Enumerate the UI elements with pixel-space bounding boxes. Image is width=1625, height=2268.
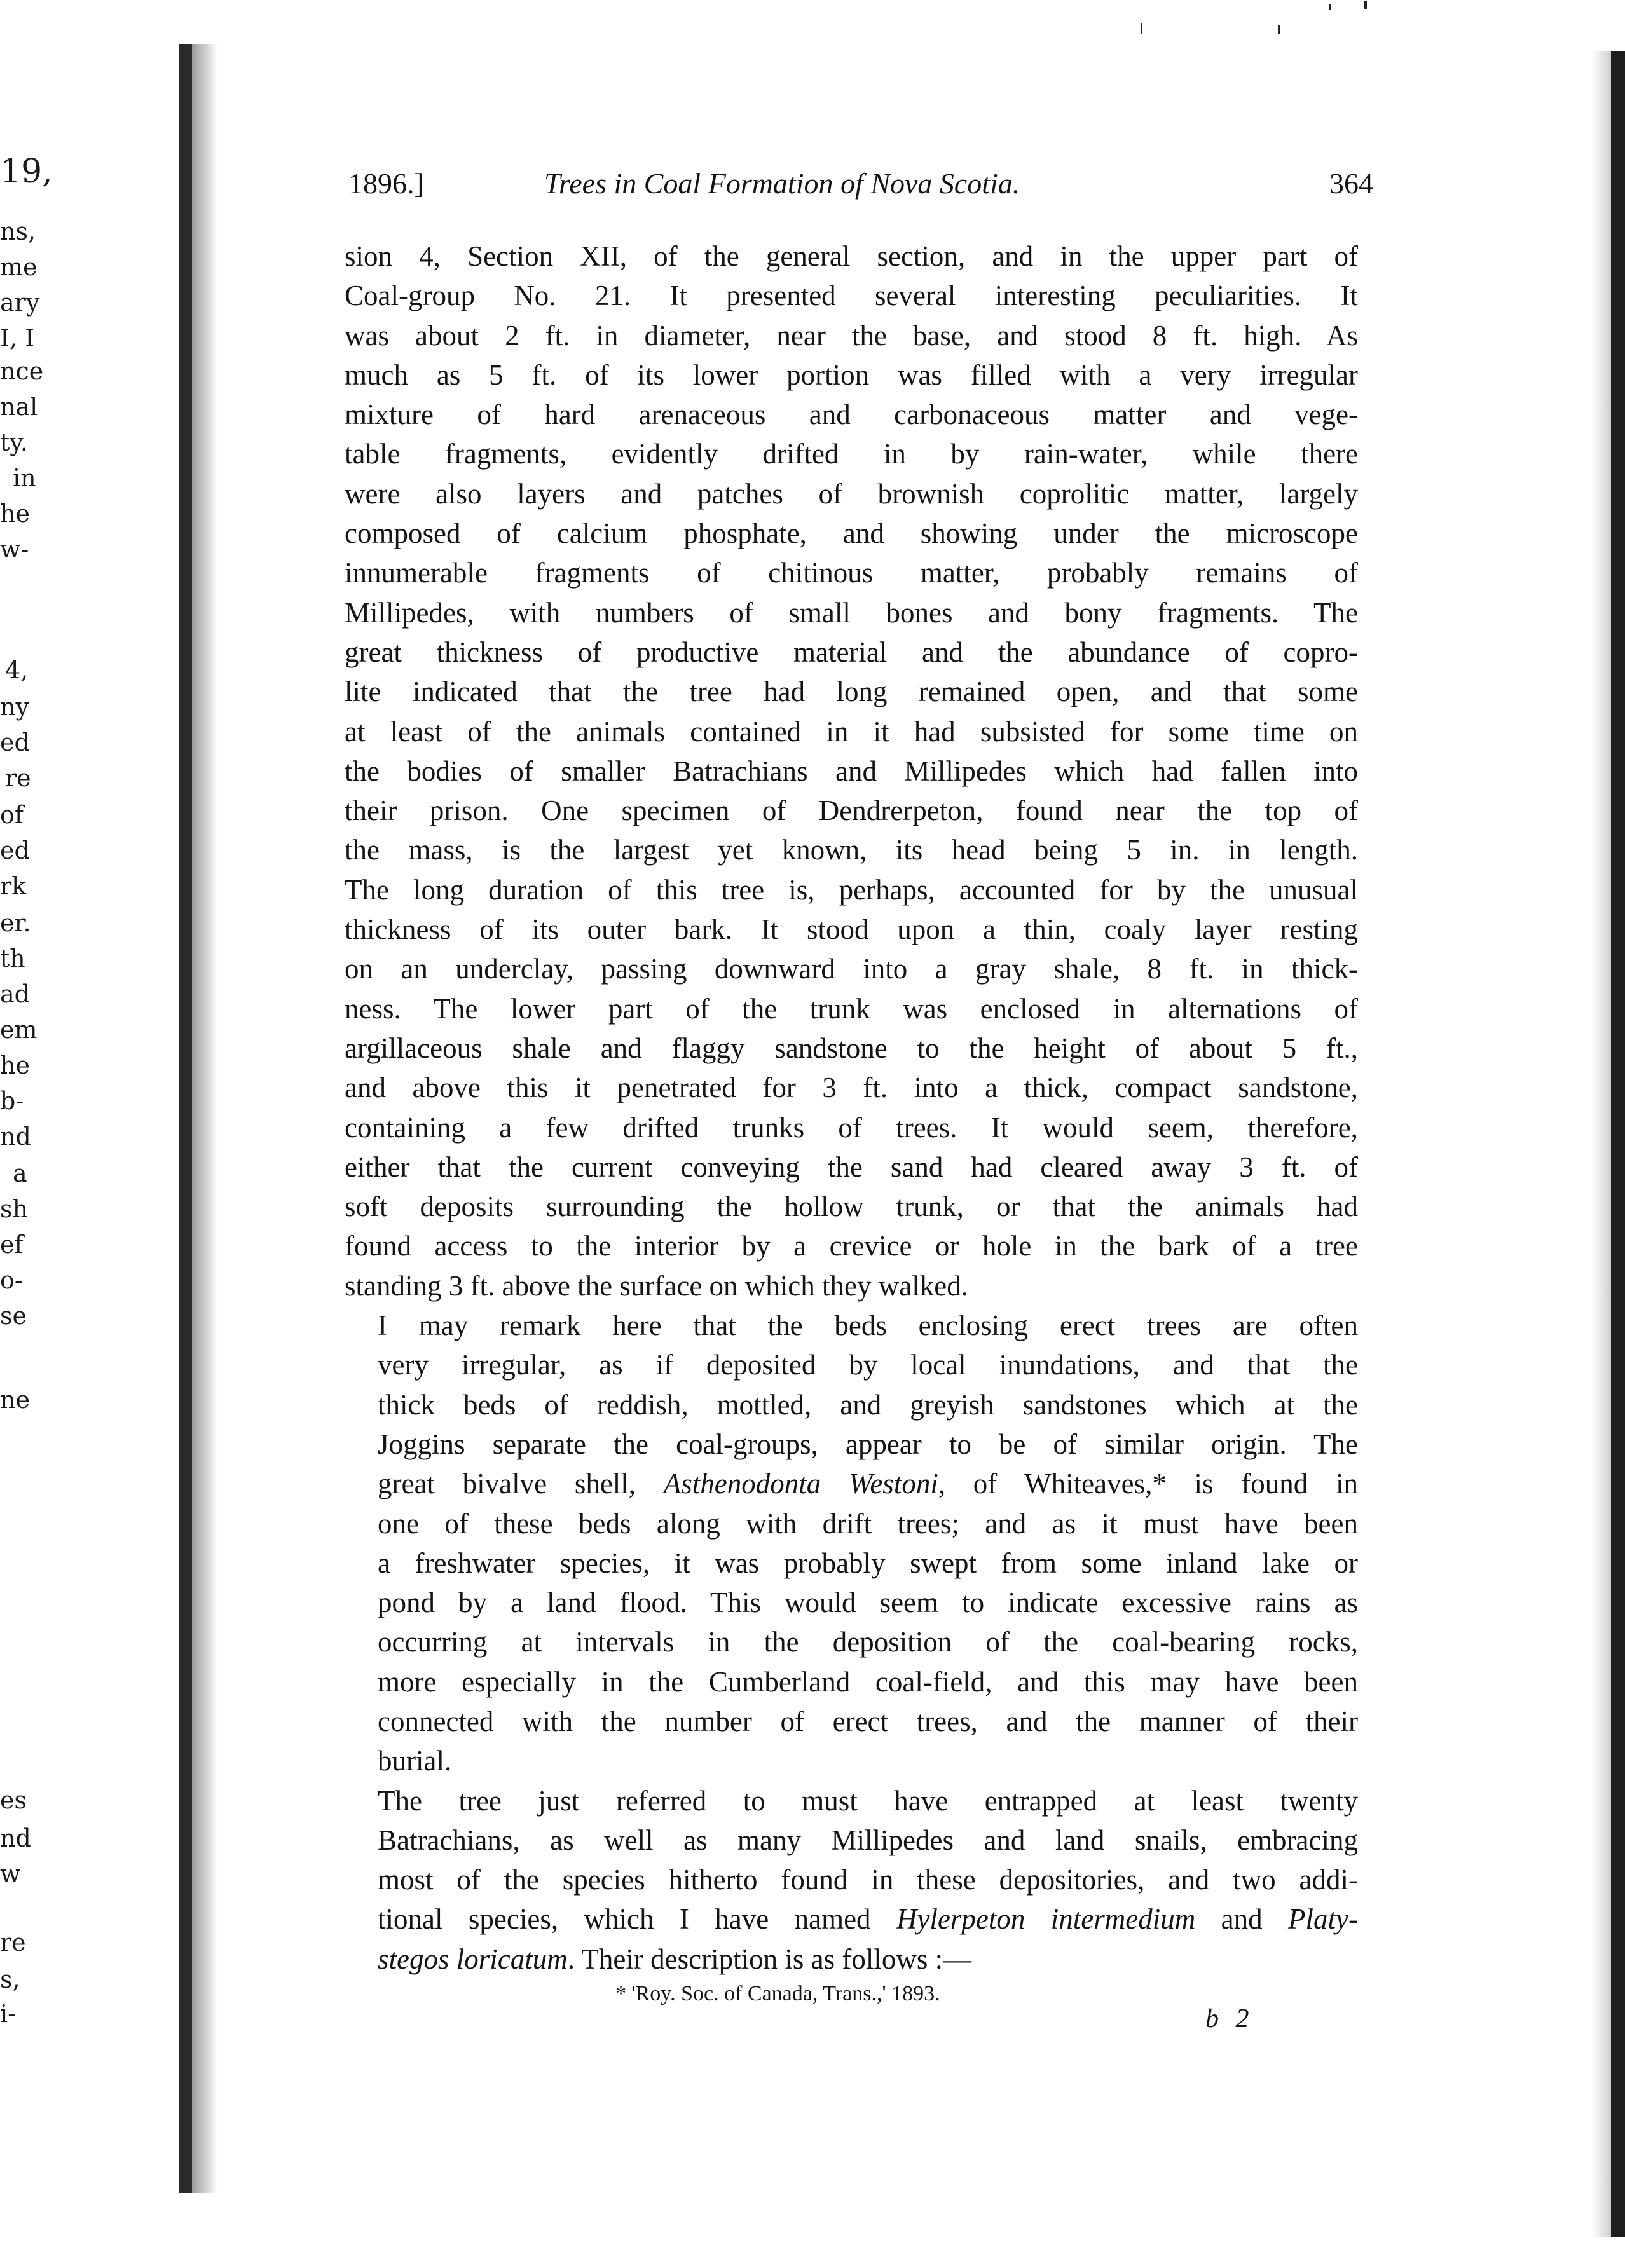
margin-fragment: ed — [0, 728, 30, 756]
text-line: found access to the interior by a crevice or hole in the bark of a tree — [345, 1230, 1358, 1262]
text-line: connected with the number of erect trees, and the manner of their — [378, 1705, 1358, 1737]
text-line: at least of the animals contained in it had subsisted for some time on — [345, 715, 1358, 748]
margin-fragment: a — [13, 1159, 27, 1187]
margin-fragment: ad — [0, 980, 30, 1008]
previous-page-margin — [0, 0, 172, 2268]
text-line: thickness of its outer bark. It stood upon a thin, coaly layer resting — [345, 913, 1358, 946]
margin-fragment: of — [0, 801, 24, 829]
text-line: Joggins separate the coal-groups, appear to be of similar origin. The — [378, 1428, 1358, 1460]
text-line: and above this it penetrated for 3 ft. into a thick, compact sandstone, — [345, 1072, 1358, 1104]
margin-fragment: b- — [0, 1087, 24, 1115]
text-line: argillaceous shale and flaggy sandstone to the height of about 5 ft., — [345, 1032, 1358, 1064]
margin-fragment: ns, — [0, 217, 36, 245]
italic-term: Hylerpeton intermedium — [896, 1903, 1196, 1936]
margin-fragment: o- — [0, 1266, 23, 1294]
text-line: sion 4, Section XII, of the general section, and in the upper part of — [345, 240, 1358, 272]
scan-speck — [1329, 4, 1331, 10]
body-text — [345, 236, 1358, 1979]
margin-fragment: i- — [0, 2000, 16, 2028]
text-line: The long duration of this tree is, perhaps, accounted for by the unusual — [345, 873, 1358, 906]
italic-term: Asthenodonta Westoni — [663, 1468, 938, 1500]
margin-fragment: ne — [0, 1386, 30, 1414]
binding-shadow — [192, 44, 217, 2193]
scan-speck — [1278, 25, 1280, 34]
text-line: a freshwater species, it was probably swept from some inland lake or — [378, 1547, 1358, 1579]
header-year: 1896.] — [348, 167, 424, 200]
text-line: tional species, which I have named Hylerpeton intermedium and Platy- — [378, 1903, 1358, 1936]
margin-fragment: he — [0, 500, 30, 528]
text-line: the bodies of smaller Batrachians and Millipedes which had fallen into — [345, 755, 1358, 787]
text-line: more especially in the Cumberland coal-field, and this may have been — [378, 1665, 1358, 1698]
text-line: table fragments, evidently drifted in by rain-water, while there — [345, 438, 1358, 470]
text-line: on an underclay, passing downward into a gray shale, 8 ft. in thick- — [345, 953, 1358, 985]
text-line: the mass, is the largest yet known, its head being 5 in. in length. — [345, 834, 1358, 866]
text-line: Coal-group No. 21. It presented several interesting peculiarities. It — [345, 280, 1358, 312]
scan-speck — [1364, 1, 1367, 9]
text-line: great bivalve shell, Asthenodonta Westoni, of Whiteaves,* is found in — [378, 1468, 1358, 1500]
text-line: much as 5 ft. of its lower portion was filled with a very irregular — [345, 359, 1358, 391]
text-line: very irregular, as if deposited by local inundations, and that the — [378, 1349, 1358, 1381]
margin-fragment: 19, — [0, 153, 53, 191]
margin-fragment: ary — [0, 289, 40, 317]
paragraph — [345, 1781, 1358, 1979]
margin-fragment: s, — [0, 1965, 20, 1993]
margin-fragment: nd — [0, 1123, 31, 1151]
text-line: containing a few drifted trunks of trees. It would seem, therefore, — [345, 1111, 1358, 1144]
text-line: burial. — [378, 1745, 452, 1777]
scan-speck — [1141, 23, 1142, 34]
margin-fragment: nal — [0, 393, 38, 421]
margin-fragment: 4, — [5, 656, 29, 684]
margin-fragment: I, I — [0, 324, 35, 352]
text-line: innumerable fragments of chitinous matter, probably remains of — [345, 557, 1358, 589]
header-title: Trees in Coal Formation of Nova Scotia. — [544, 167, 1020, 200]
margin-fragment: in — [13, 464, 36, 492]
text-line: either that the current conveying the sand had cleared away 3 ft. of — [345, 1151, 1358, 1183]
margin-fragment: ty. — [0, 428, 28, 456]
text-line: lite indicated that the tree had long remained open, and that some — [345, 676, 1358, 708]
text-line: stegos loricatum. Their description is as follows :— — [378, 1943, 972, 1975]
text-line: standing 3 ft. above the surface on which they walked. — [345, 1269, 968, 1302]
text-line: were also layers and patches of brownish coprolitic matter, largely — [345, 477, 1358, 510]
signature-mark: b 2 — [1205, 2004, 1254, 2033]
text-line: was about 2 ft. in diameter, near the base, and stood 8 ft. high. As — [345, 319, 1358, 352]
text-line: soft deposits surrounding the hollow trunk, or that the animals had — [345, 1191, 1358, 1223]
margin-fragment: sh — [0, 1195, 28, 1223]
margin-fragment: ny — [0, 693, 29, 721]
margin-fragment: em — [0, 1016, 38, 1044]
text-line: great thickness of productive material and the abundance of copro- — [345, 636, 1358, 668]
margin-fragment: he — [0, 1051, 30, 1079]
text-line: Batrachians, as well as many Millipedes and land snails, embracing — [378, 1824, 1358, 1856]
margin-fragment: se — [0, 1302, 27, 1330]
margin-fragment: nce — [0, 357, 44, 385]
text-line: their prison. One specimen of Dendrerpeton, found near the top of — [345, 795, 1358, 827]
margin-fragment: w — [0, 1860, 21, 1888]
margin-fragment: ef — [0, 1231, 24, 1259]
text-line: most of the species hitherto found in these depositories, and two addi- — [378, 1864, 1358, 1896]
text-line: thick beds of reddish, mottled, and greyish sandstones which at the — [378, 1388, 1358, 1421]
page-edge-shadow — [1592, 51, 1611, 2237]
margin-fragment: w- — [0, 535, 29, 563]
text-line: mixture of hard arenaceous and carbonaceous matter and vege- — [345, 399, 1358, 431]
margin-fragment: me — [0, 253, 38, 281]
running-header — [348, 167, 1373, 205]
italic-term: Platy- — [1288, 1903, 1358, 1936]
text-line: composed of calcium phosphate, and showing under the microscope — [345, 517, 1358, 550]
text-line: The tree just referred to must have entrapped at least twenty — [378, 1784, 1358, 1817]
margin-fragment: re — [0, 1929, 26, 1957]
text-line: I may remark here that the beds enclosing erect trees are often — [378, 1309, 1358, 1342]
text-line: one of these beds along with drift trees; and as it must have been — [378, 1507, 1358, 1540]
margin-fragment: re — [5, 764, 31, 792]
margin-fragment: er. — [0, 909, 31, 937]
paragraph — [345, 236, 1358, 1306]
text-line: occurring at intervals in the deposition of the coal-bearing rocks, — [378, 1626, 1358, 1658]
page-edge — [1611, 51, 1625, 2237]
paragraph — [345, 1306, 1358, 1781]
text-line: pond by a land flood. This would seem to indicate excessive rains as — [378, 1587, 1358, 1619]
italic-term: stegos loricatum — [378, 1943, 568, 1975]
text-line: ness. The lower part of the trunk was enclosed in alternations of — [345, 992, 1358, 1025]
margin-fragment: es — [0, 1786, 27, 1814]
margin-fragment: rk — [0, 872, 27, 900]
page-number: 364 — [1329, 167, 1373, 200]
footnote: * 'Roy. Soc. of Canada, Trans.,' 1893. — [615, 1982, 940, 2005]
text-line: Millipedes, with numbers of small bones and bony fragments. The — [345, 596, 1358, 629]
margin-fragment: ed — [0, 837, 30, 864]
margin-fragment: th — [0, 945, 25, 973]
margin-fragment: nd — [0, 1824, 31, 1852]
page-binding-gutter — [179, 44, 192, 2193]
